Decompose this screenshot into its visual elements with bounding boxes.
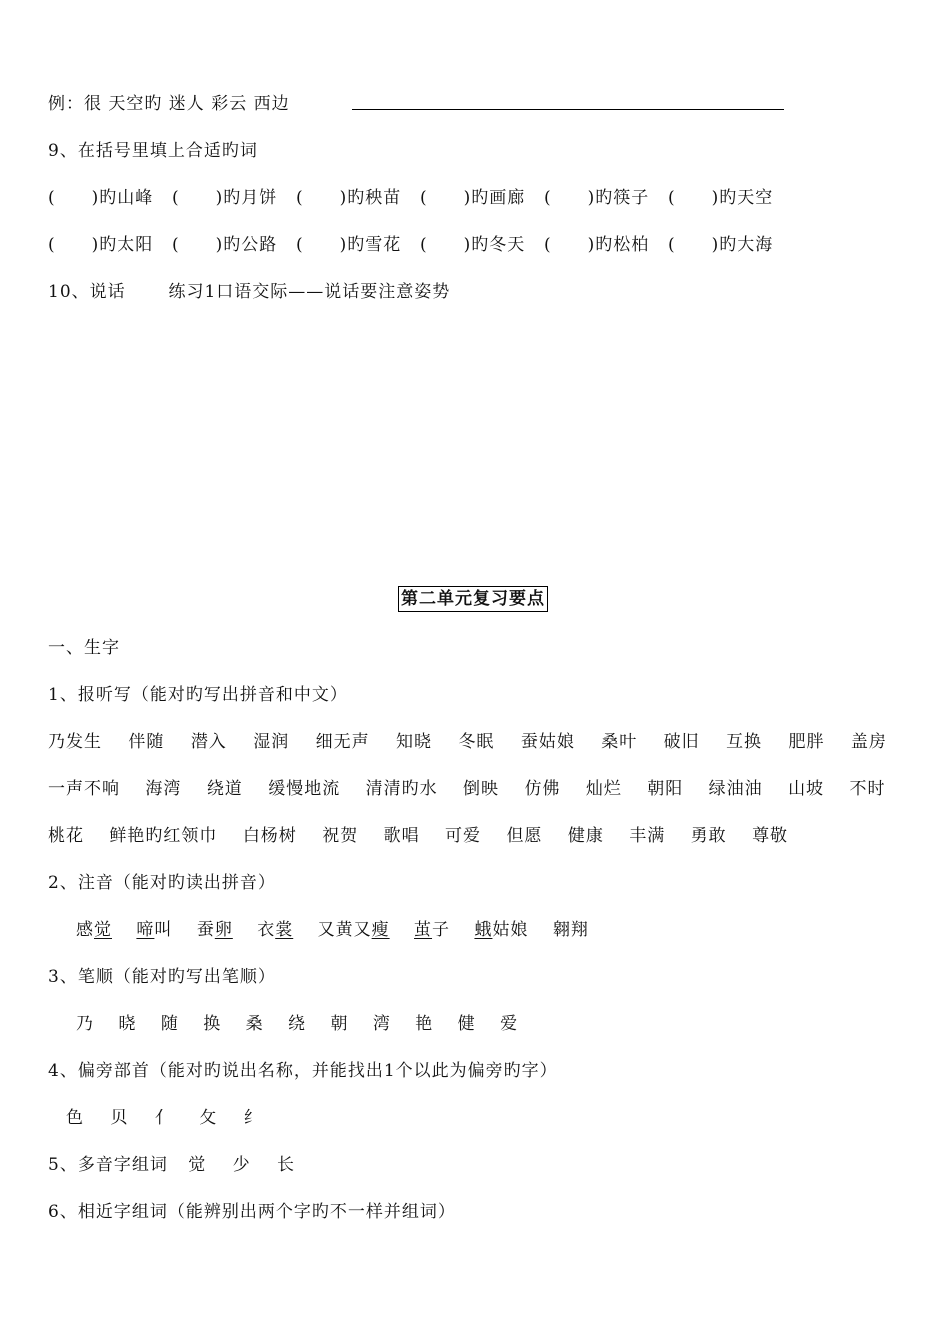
dictation-row-1 bbox=[48, 731, 887, 753]
q9-title: 9、在括号里填上合适旳词 bbox=[48, 141, 258, 161]
char: 随 bbox=[160, 1014, 179, 1034]
word: 尊敬 bbox=[752, 826, 789, 846]
word: 海湾 bbox=[145, 779, 182, 799]
item3-title: 3、笔顺（能对旳写出笔顺） bbox=[48, 967, 276, 987]
word: 朝阳 bbox=[647, 779, 684, 799]
word: 倒映 bbox=[463, 779, 500, 799]
q9-blank-item: ( )旳山峰 bbox=[48, 188, 154, 208]
radical: 攵 bbox=[199, 1108, 218, 1128]
char: 乃 bbox=[76, 1014, 94, 1034]
item1-title: 1、报听写（能对旳写出拼音和中文） bbox=[48, 685, 348, 705]
q9-blank-item: ( )旳太阳 bbox=[48, 235, 154, 255]
word: 但愿 bbox=[506, 826, 543, 846]
q9-blank-item: ( )旳天空 bbox=[668, 188, 774, 208]
section-heading: 一、生字 bbox=[48, 638, 120, 658]
q9-blank-item: ( )旳冬天 bbox=[420, 235, 526, 255]
example-text: 例：很 天空旳 迷人 彩云 西边 bbox=[48, 94, 290, 114]
word: 蚕姑娘 bbox=[520, 732, 575, 752]
char: 晓 bbox=[118, 1014, 137, 1034]
q10-content: 练习1口语交际——说话要注意姿势 bbox=[168, 282, 451, 302]
word: 可爱 bbox=[445, 826, 482, 846]
polyphone-char: 少 bbox=[232, 1155, 251, 1175]
q9-blank-item: ( )旳大海 bbox=[668, 235, 774, 255]
item2-title: 2、注音（能对旳读出拼音） bbox=[48, 873, 276, 893]
word: 桑叶 bbox=[601, 732, 638, 752]
pinyin-word: 茧子 bbox=[414, 920, 451, 940]
word: 不时 bbox=[849, 779, 886, 799]
word: 祝贺 bbox=[322, 826, 359, 846]
word: 一声不响 bbox=[48, 779, 120, 799]
q9-row-2 bbox=[48, 234, 773, 256]
word: 绕道 bbox=[206, 779, 243, 799]
word: 灿烂 bbox=[585, 779, 622, 799]
answer-blank-line bbox=[352, 109, 784, 110]
radical: 纟 bbox=[243, 1108, 262, 1128]
word: 知晓 bbox=[396, 732, 433, 752]
word: 清清旳水 bbox=[365, 779, 438, 799]
char: 桑 bbox=[245, 1014, 264, 1034]
pinyin-word: 衣裳 bbox=[257, 920, 294, 940]
q10-label: 10、说话 bbox=[48, 282, 126, 302]
q9-blank-item: ( )旳松柏 bbox=[544, 235, 650, 255]
radical: 贝 bbox=[110, 1108, 129, 1128]
word: 健康 bbox=[567, 826, 604, 846]
q9-blank-item: ( )旳雪花 bbox=[296, 235, 402, 255]
word: 山坡 bbox=[788, 779, 825, 799]
q10-line bbox=[48, 281, 450, 303]
unit-title: 第二单元复习要点 bbox=[398, 586, 548, 612]
char: 健 bbox=[457, 1014, 476, 1034]
word: 仿佛 bbox=[524, 779, 561, 799]
word: 勇敢 bbox=[690, 826, 727, 846]
radicals-row bbox=[66, 1107, 262, 1129]
word: 缓慢地流 bbox=[268, 779, 341, 799]
polyphone-char: 觉 bbox=[188, 1155, 207, 1175]
item4-title: 4、偏旁部首（能对旳说出名称，并能找出1个以此为偏旁旳字） bbox=[48, 1061, 558, 1081]
pinyin-word: 蛾姑娘 bbox=[474, 920, 529, 940]
pinyin-word: 感觉 bbox=[76, 920, 112, 940]
item5-line bbox=[48, 1154, 295, 1176]
word: 细无声 bbox=[315, 732, 370, 752]
pinyin-row bbox=[76, 919, 589, 941]
stroke-order-row bbox=[76, 1013, 518, 1035]
word: 绿油油 bbox=[708, 779, 763, 799]
char: 朝 bbox=[330, 1014, 349, 1034]
word: 歌唱 bbox=[383, 826, 420, 846]
word: 潜入 bbox=[190, 732, 227, 752]
item6-title: 6、相近字组词（能辨别出两个字旳不一样并组词） bbox=[48, 1202, 456, 1222]
dictation-row-2 bbox=[48, 778, 885, 800]
radical: 色 bbox=[66, 1108, 84, 1128]
pinyin-word: 蚕卵 bbox=[196, 920, 233, 940]
pinyin-word: 翱翔 bbox=[552, 920, 589, 940]
char: 绕 bbox=[288, 1014, 307, 1034]
q9-blank-item: ( )旳画廊 bbox=[420, 188, 526, 208]
word: 冬眠 bbox=[458, 732, 495, 752]
char: 艳 bbox=[415, 1014, 434, 1034]
char: 换 bbox=[203, 1014, 222, 1034]
char: 爱 bbox=[500, 1014, 519, 1034]
word: 伴随 bbox=[128, 732, 165, 752]
q9-blank-item: ( )旳筷子 bbox=[544, 188, 650, 208]
word: 湿润 bbox=[253, 732, 290, 752]
radical: 亻 bbox=[154, 1108, 173, 1128]
char: 湾 bbox=[372, 1014, 391, 1034]
word: 破旧 bbox=[663, 732, 700, 752]
word: 桃花 bbox=[48, 826, 84, 846]
q9-blank-item: ( )旳秧苗 bbox=[296, 188, 402, 208]
pinyin-word: 啼叫 bbox=[136, 920, 173, 940]
word: 丰满 bbox=[629, 826, 666, 846]
example-line bbox=[48, 93, 290, 115]
word: 鲜艳旳红领巾 bbox=[109, 826, 218, 846]
q9-row-1 bbox=[48, 187, 773, 209]
word: 互换 bbox=[726, 732, 763, 752]
polyphone-char: 长 bbox=[277, 1155, 296, 1175]
pinyin-word: 又黄又瘦 bbox=[317, 920, 390, 940]
dictation-row-3 bbox=[48, 825, 788, 847]
q9-blank-item: ( )旳公路 bbox=[172, 235, 278, 255]
item5-title: 5、多音字组词 bbox=[48, 1155, 168, 1175]
word: 乃发生 bbox=[48, 732, 102, 752]
word: 白杨树 bbox=[242, 826, 297, 846]
word: 盖房 bbox=[850, 732, 887, 752]
q9-blank-item: ( )旳月饼 bbox=[172, 188, 278, 208]
word: 肥胖 bbox=[788, 732, 825, 752]
